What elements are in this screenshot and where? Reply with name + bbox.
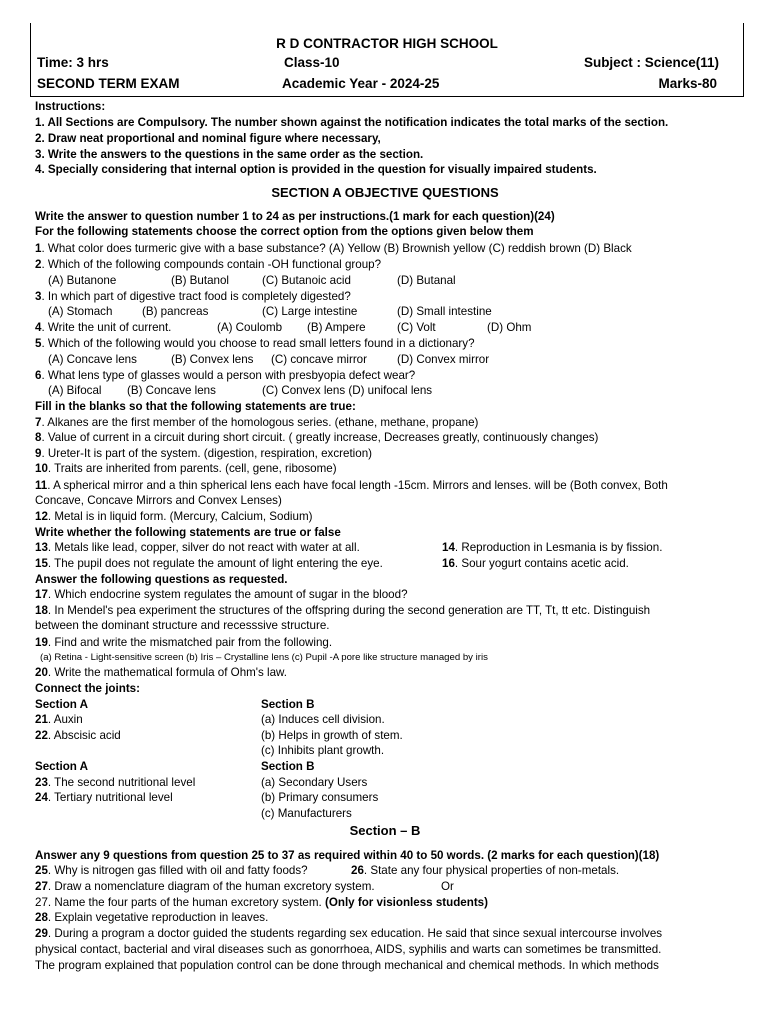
q19-options: (a) Retina - Light-sensitive screen (b) Iris – Crystalline lens (c) Pupil -A pore like structure managed by iris bbox=[40, 652, 488, 663]
question-9: 9. Ureter-It is part of the system. (digestion, respiration, excretion) bbox=[35, 447, 372, 460]
q3-option: (B) pancreas bbox=[142, 305, 209, 318]
q2-option: (D) Butanal bbox=[397, 274, 456, 287]
instruction-item: 4. Specially considering that internal option is provided in the question for visually impaired students. bbox=[35, 163, 597, 176]
match1-option: (c) Inhibits plant growth. bbox=[261, 744, 385, 757]
question-29-cont: physical contact, bacterial and viral diseases such as gonorrhoea, AIDS, syphilis and warts can sometimes be transmitted. bbox=[35, 943, 662, 956]
section-b-title: Section – B bbox=[349, 823, 421, 838]
match1-option: (a) Induces cell division. bbox=[261, 713, 385, 726]
question-18: 18. In Mendel's pea experiment the structures of the offspring during the second generation are TT, Tt, tt etc. Distinguish bbox=[35, 604, 651, 617]
school-name: R D CONTRACTOR HIGH SCHOOL bbox=[276, 36, 498, 51]
question-27-alt: 27. Name the four parts of the human excretory system. (Only for visionless students) bbox=[35, 896, 488, 909]
instruction-item: 3. Write the answers to the questions in the same order as the section. bbox=[35, 148, 424, 161]
section-a-intro: For the following statements choose the correct option from the options given below them bbox=[35, 225, 534, 238]
section-b-intro: Answer any 9 questions from question 25 to 37 as required within 40 to 50 words. (2 marks for each question)(18) bbox=[35, 849, 660, 862]
q6-option: (A) Bifocal bbox=[48, 384, 102, 397]
question-21: 21. Auxin bbox=[35, 713, 83, 726]
question-8: 8. Value of current in a circuit during short circuit. ( greatly increase, Decreases greatly, continuously changes) bbox=[35, 431, 599, 444]
match1-col-a-head: Section A bbox=[35, 698, 89, 711]
or-label: Or bbox=[441, 880, 454, 893]
question-19: 19. Find and write the mismatched pair from the following. bbox=[35, 636, 333, 649]
question-13: 13. Metals like lead, copper, silver do not react with water at all. bbox=[35, 541, 360, 554]
q4-option: (A) Coulomb bbox=[217, 321, 283, 334]
question-23: 23. The second nutritional level bbox=[35, 776, 196, 789]
question-29-cont: The program explained that population control can be done through mechanical and chemical methods. In which methods bbox=[35, 959, 659, 972]
header-box bbox=[30, 23, 744, 97]
question-1: 1. What color does turmeric give with a base substance? (A) Yellow (B) Brownish yellow (C) reddish brown (D) Black bbox=[35, 242, 632, 255]
question-22: 22. Abscisic acid bbox=[35, 729, 121, 742]
question-17: 17. Which endocrine system regulates the amount of sugar in the blood? bbox=[35, 588, 408, 601]
q4-option: (D) Ohm bbox=[487, 321, 532, 334]
q3-option: (C) Large intestine bbox=[262, 305, 358, 318]
answer-heading: Answer the following questions as requested. bbox=[35, 573, 288, 586]
question-18-cont: between the dominant structure and recesssive structure. bbox=[35, 619, 330, 632]
question-5: 5. Which of the following would you choose to read small letters found in a dictionary? bbox=[35, 337, 475, 350]
question-12: 12. Metal is in liquid form. (Mercury, Calcium, Sodium) bbox=[35, 510, 313, 523]
section-a-intro: Write the answer to question number 1 to 24 as per instructions.(1 mark for each question)(24) bbox=[35, 210, 555, 223]
q4-option: (B) Ampere bbox=[307, 321, 366, 334]
question-26: 26. State any four physical properties of non-metals. bbox=[351, 864, 620, 877]
question-27: 27. Draw a nomenclature diagram of the human excretory system. bbox=[35, 880, 375, 893]
question-24: 24. Tertiary nutritional level bbox=[35, 791, 173, 804]
q3-option: (A) Stomach bbox=[48, 305, 113, 318]
match2-option: (b) Primary consumers bbox=[261, 791, 379, 804]
q2-option: (A) Butanone bbox=[48, 274, 117, 287]
match1-col-b-head: Section B bbox=[261, 698, 315, 711]
exam-time: Time: 3 hrs bbox=[37, 55, 109, 70]
question-10: 10. Traits are inherited from parents. (cell, gene, ribosome) bbox=[35, 462, 337, 475]
question-29: 29. During a program a doctor guided the students regarding sex education. He said that since sexual intercourse involves bbox=[35, 927, 663, 940]
question-28: 28. Explain vegetative reproduction in leaves. bbox=[35, 911, 269, 924]
question-15: 15. The pupil does not regulate the amount of light entering the eye. bbox=[35, 557, 383, 570]
match1-option: (b) Helps in growth of stem. bbox=[261, 729, 403, 742]
class-label: Class-10 bbox=[284, 55, 340, 70]
connect-heading: Connect the joints: bbox=[35, 682, 140, 695]
academic-year: Academic Year - 2024-25 bbox=[282, 76, 440, 91]
instruction-item: 2. Draw neat proportional and nominal figure where necessary, bbox=[35, 132, 381, 145]
question-11: 11. A spherical mirror and a thin spherical lens each have focal length -15cm. Mirrors and lenses. will be (Both convex, Both bbox=[35, 479, 668, 492]
match2-option: (c) Manufacturers bbox=[261, 807, 352, 820]
q5-option: (D) Convex mirror bbox=[397, 353, 490, 366]
question-2: 2. Which of the following compounds contain -OH functional group? bbox=[35, 258, 382, 271]
question-14: 14. Reproduction in Lesmania is by fission. bbox=[442, 541, 663, 554]
instruction-item: 1. All Sections are Compulsory. The number shown against the notification indicates the total marks of the section. bbox=[35, 116, 669, 129]
exam-name: SECOND TERM EXAM bbox=[37, 76, 180, 91]
instructions-heading: Instructions: bbox=[35, 100, 106, 113]
q6-option: (C) Convex lens (D) unifocal lens bbox=[262, 384, 433, 397]
q2-option: (C) Butanoic acid bbox=[262, 274, 351, 287]
q2-option: (B) Butanol bbox=[171, 274, 229, 287]
subject-label: Subject : Science(11) bbox=[583, 55, 719, 70]
question-7: 7. Alkanes are the first member of the homologous series. (ethane, methane, propane) bbox=[35, 416, 479, 429]
q5-option: (B) Convex lens bbox=[171, 353, 254, 366]
q4-option: (C) Volt bbox=[397, 321, 436, 334]
question-16: 16. Sour yogurt contains acetic acid. bbox=[442, 557, 629, 570]
question-25: 25. Why is nitrogen gas filled with oil and fatty foods? bbox=[35, 864, 308, 877]
true-false-heading: Write whether the following statements are true or false bbox=[35, 526, 341, 539]
question-6: 6. What lens type of glasses would a person with presbyopia defect wear? bbox=[35, 369, 416, 382]
match2-col-a-head: Section A bbox=[35, 760, 89, 773]
q3-option: (D) Small intestine bbox=[397, 305, 492, 318]
q6-option: (B) Concave lens bbox=[127, 384, 216, 397]
match2-col-b-head: Section B bbox=[261, 760, 315, 773]
section-a-title: SECTION A OBJECTIVE QUESTIONS bbox=[271, 185, 499, 200]
match2-option: (a) Secondary Users bbox=[261, 776, 368, 789]
question-3: 3. In which part of digestive tract food is completely digested? bbox=[35, 290, 351, 303]
total-marks: Marks-80 bbox=[658, 76, 717, 91]
question-11-cont: Concave, Concave Mirrors and Convex Lenses) bbox=[35, 494, 282, 507]
q5-option: (A) Concave lens bbox=[48, 353, 137, 366]
question-20: 20. Write the mathematical formula of Ohm's law. bbox=[35, 666, 288, 679]
fill-blanks-heading: Fill in the blanks so that the following statements are true: bbox=[35, 400, 356, 413]
question-4: 4. Write the unit of current. bbox=[35, 321, 172, 334]
q5-option: (C) concave mirror bbox=[271, 353, 367, 366]
